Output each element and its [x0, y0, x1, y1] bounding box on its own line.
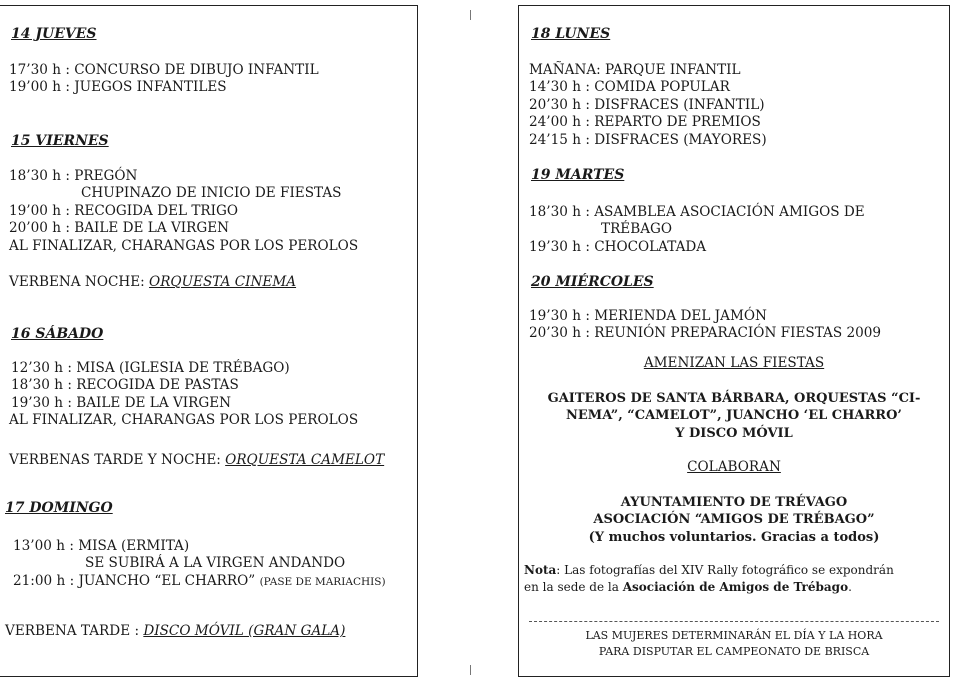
viernes-events — [9, 168, 358, 255]
pase-mariachis: (PASE DE MARIACHIS) — [259, 575, 386, 588]
nota-label: Nota — [524, 563, 557, 577]
left-panel — [0, 5, 418, 677]
event-line: 19’00 h : JUEGOS INFANTILES — [9, 79, 227, 96]
event-line: MAÑANA: PARQUE INFANTIL — [529, 62, 741, 78]
dashed-divider — [529, 621, 939, 622]
event-line: 18’30 h : ASAMBLEA ASOCIACIÓN AMIGOS DE — [529, 204, 865, 220]
day-title-viernes: 15 VIERNES — [11, 133, 109, 149]
right-panel — [518, 5, 950, 677]
event-line: AL FINALIZAR, CHARANGAS POR LOS PEROLOS — [9, 237, 359, 254]
event-line: TRÉBAGO — [601, 221, 673, 238]
disco-movil: DISCO MÓVIL (GRAN GALA) — [143, 623, 346, 639]
event-line: 20’30 h : REUNIÓN PREPARACIÓN FIESTAS 2009 — [529, 325, 882, 342]
event-line: AL FINALIZAR, CHARANGAS POR LOS PEROLOS — [9, 412, 359, 429]
event-line: 19’30 h : BAILE DE LA VIRGEN — [11, 394, 232, 411]
footer-line: LAS MUJERES DETERMINARÁN EL DÍA Y LA HORA — [585, 629, 883, 642]
event-line: 19’30 h : MERIENDA DEL JAMÓN — [529, 308, 767, 324]
amenizan-line: GAITEROS DE SANTA BÁRBARA, ORQUESTAS “CI- — [547, 391, 921, 406]
colaboran-line: (Y muchos voluntarios. Gracias a todos) — [588, 529, 880, 545]
amenizan-heading: AMENIZAN LAS FIESTAS — [643, 355, 825, 371]
fold-mark-top — [470, 10, 471, 20]
nota: Nota: Las fotografías del XIV Rally fotográfico se expondrán en la sede de la Asociación de Amigos de Trébago. — [524, 563, 894, 594]
miercoles-events — [529, 308, 881, 343]
footer-line: PARA DISPUTAR EL CAMPEONATO DE BRISCA — [598, 645, 870, 658]
colaboran-heading: COLABORAN — [687, 459, 781, 475]
event-line: 14’30 h : COMIDA POPULAR — [529, 79, 730, 96]
colaboran-line: ASOCIACIÓN “AMIGOS DE TRÉBAGO” — [593, 512, 875, 528]
event-line: 24’15 h : DISFRACES (MAYORES) — [529, 131, 767, 148]
orquesta-cinema: ORQUESTA CINEMA — [149, 274, 297, 290]
day-title-lunes: 18 LUNES — [531, 26, 611, 42]
event-line: 24’00 h : REPARTO DE PREMIOS — [529, 114, 761, 131]
verbena-label: VERBENA TARDE : — [5, 623, 144, 639]
day-title-sabado: 16 SÁBADO — [11, 326, 104, 342]
jueves-events — [9, 62, 319, 97]
amenizan-list — [519, 390, 949, 442]
verbena-sabado — [9, 452, 384, 469]
day-title-martes: 19 MARTES — [531, 167, 625, 183]
sabado-events — [11, 360, 358, 430]
event-line: 13’00 h : MISA (ERMITA) — [13, 538, 190, 554]
event-line: 19’00 h : RECOGIDA DEL TRIGO — [9, 202, 239, 219]
colaboran-list — [519, 494, 949, 546]
nota-text: : Las fotografías del XIV Rally fotográfico se expondrán — [556, 563, 894, 577]
event-line: 20’00 h : BAILE DE LA VIRGEN — [9, 220, 230, 237]
colaboran-line: AYUNTAMIENTO DE TRÉVAGO — [620, 495, 848, 510]
event-line: 18’30 h : PREGÓN — [9, 168, 138, 184]
amenizan-line: Y DISCO MÓVIL — [675, 425, 793, 441]
verbena-viernes — [9, 274, 296, 291]
event-line: CHUPINAZO DE INICIO DE FIESTAS — [81, 185, 342, 202]
event-line: 18’30 h : RECOGIDA DE PASTAS — [11, 377, 239, 394]
event-line: SE SUBIRÁ A LA VIRGEN ANDANDO — [85, 555, 346, 572]
day-title-jueves: 14 JUEVES — [11, 26, 97, 42]
fold-mark-bottom — [470, 665, 471, 675]
domingo-events — [13, 538, 386, 591]
asociacion-name: Asociación de Amigos de Trébago — [622, 580, 849, 594]
verbena-label: VERBENA NOCHE: — [9, 274, 150, 290]
amenizan-line: NEMA”, “CAMELOT”, JUANCHO ‘EL CHARRO’ — [566, 408, 902, 424]
event-line: 12’30 h : MISA (IGLESIA DE TRÉBAGO) — [11, 360, 290, 376]
lunes-events — [529, 62, 767, 149]
orquesta-camelot: ORQUESTA CAMELOT — [225, 452, 385, 468]
martes-events — [529, 204, 865, 256]
event-line: 21:00 h : JUANCHO “EL CHARRO” (PASE DE MARIACHIS) — [13, 572, 386, 589]
verbena-label: VERBENAS TARDE Y NOCHE: — [9, 452, 226, 468]
day-title-miercoles: 20 MIÉRCOLES — [531, 274, 654, 290]
event-line: 19’30 h : CHOCOLATADA — [529, 238, 707, 255]
day-title-domingo: 17 DOMINGO — [5, 500, 113, 516]
event-line: 17’30 h : CONCURSO DE DIBUJO INFANTIL — [9, 62, 319, 78]
footer-note — [519, 628, 949, 660]
event-line: 20’30 h : DISFRACES (INFANTIL) — [529, 96, 765, 113]
verbena-domingo — [5, 623, 345, 640]
